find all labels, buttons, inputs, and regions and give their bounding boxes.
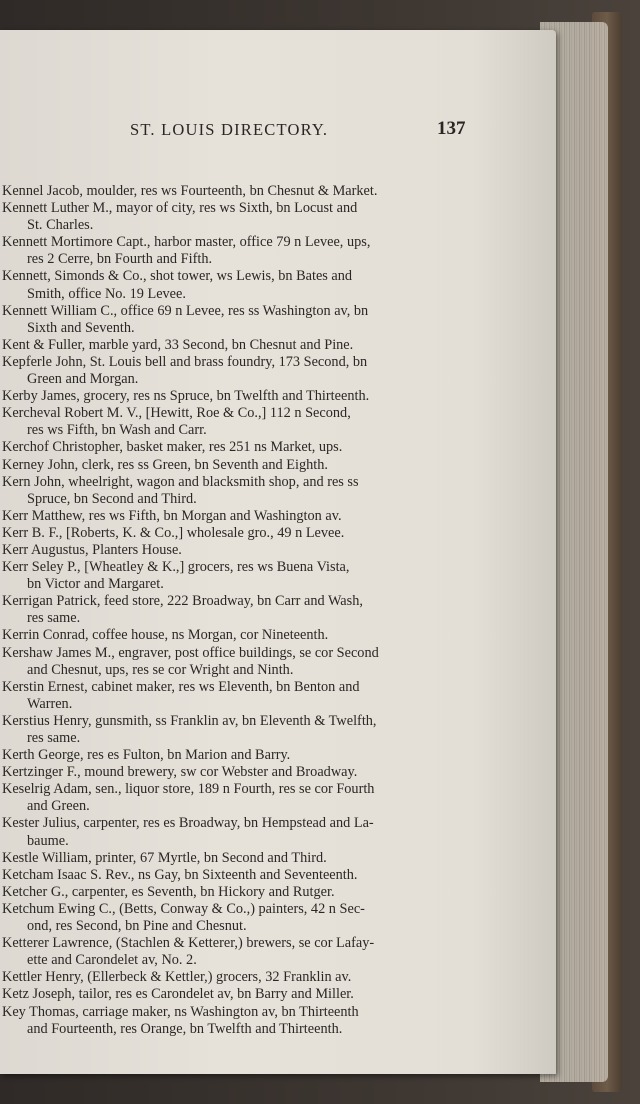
directory-entry <box>0 969 470 986</box>
directory-entry <box>0 439 470 456</box>
directory-entry <box>0 457 470 474</box>
directory-entry <box>0 986 470 1003</box>
directory-entry <box>0 268 470 302</box>
entry-continuation-line: ond, res Second, bn Pine and Chesnut. <box>27 918 247 935</box>
entry-line: Ketcher G., carpenter, es Seventh, bn Hickory and Rutger. <box>2 883 335 900</box>
entry-line: Kennel Jacob, moulder, res ws Fourteenth, bn Chesnut & Market. <box>2 183 378 199</box>
directory-entry <box>0 354 470 388</box>
page-header <box>0 118 556 148</box>
entry-continuation-line: St. Charles. <box>27 217 94 234</box>
entry-line: Kerr B. F., [Roberts, K. & Co.,] wholesale gro., 49 n Levee. <box>2 524 345 541</box>
entry-continuation-line: baume. <box>27 832 69 849</box>
entry-line: Kestle William, printer, 67 Myrtle, bn Second and Third. <box>2 849 327 866</box>
directory-entry <box>0 542 470 559</box>
entry-line: Kerr Seley P., [Wheatley & K.,] grocers, res ws Buena Vista, <box>2 559 350 576</box>
entry-line: Kerr Matthew, res ws Fifth, bn Morgan and Washington av. <box>2 507 342 524</box>
entry-continuation-line: res ws Fifth, bn Wash and Carr. <box>27 422 207 439</box>
entry-line: Kerr Augustus, Planters House. <box>2 541 182 558</box>
entry-line: Kettler Henry, (Ellerbeck & Kettler,) grocers, 32 Franklin av. <box>2 969 352 986</box>
entry-line: Kerstin Ernest, cabinet maker, res ws Eleventh, bn Benton and <box>2 678 360 695</box>
directory-entry <box>0 645 470 679</box>
entry-line: Kerrigan Patrick, feed store, 222 Broadway, bn Carr and Wash, <box>2 593 363 610</box>
directory-entry <box>0 200 470 234</box>
directory-entry <box>0 183 470 200</box>
entry-continuation-line: Smith, office No. 19 Levee. <box>27 285 186 302</box>
directory-entry <box>0 747 470 764</box>
entry-line: Kent & Fuller, marble yard, 33 Second, bn Chesnut and Pine. <box>2 336 354 353</box>
entry-line: Kerth George, res es Fulton, bn Marion and Barry. <box>2 747 291 764</box>
directory-entry <box>0 935 470 969</box>
entry-line: Kester Julius, carpenter, res es Broadway, bn Hempstead and La- <box>2 815 374 832</box>
directory-entry <box>0 679 470 713</box>
directory-entry <box>0 388 470 405</box>
entry-line: Kennett, Simonds & Co., shot tower, ws Lewis, bn Bates and <box>2 268 353 285</box>
entry-continuation-line: res same. <box>27 730 81 746</box>
entry-line: Kennett Mortimore Capt., harbor master, office 79 n Levee, ups, <box>2 234 371 251</box>
running-head: ST. LOUIS DIRECTORY. <box>130 120 329 139</box>
entry-continuation-line: and Chesnut, ups, res se cor Wright and Ninth. <box>27 661 294 678</box>
entry-line: Kercheval Robert M. V., [Hewitt, Roe & Co.,] 112 n Second, <box>2 405 351 422</box>
entry-line: Kerchof Christopher, basket maker, res 251 ns Market, ups. <box>2 439 343 456</box>
entry-line: Ketcham Isaac S. Rev., ns Gay, bn Sixteenth and Seventeenth. <box>2 866 358 883</box>
directory-entry <box>0 1004 470 1038</box>
directory-entry <box>0 593 470 627</box>
entry-line: Kennett William C., office 69 n Levee, res ss Washington av, bn <box>2 302 369 319</box>
entry-continuation-line: ette and Carondelet av, No. 2. <box>27 952 197 969</box>
entry-continuation-line: res 2 Cerre, bn Fourth and Fifth. <box>27 251 213 268</box>
entry-line: Keselrig Adam, sen., liquor store, 189 n Fourth, res se cor Fourth <box>2 781 375 798</box>
entry-line: Kerstius Henry, gunsmith, ss Franklin av, bn Eleventh & Twelfth, <box>2 712 377 729</box>
directory-page <box>0 30 556 1074</box>
entry-line: Key Thomas, carriage maker, ns Washington av, bn Thirteenth <box>2 1003 359 1020</box>
directory-entry <box>0 559 470 593</box>
directory-entry <box>0 815 470 849</box>
directory-entry <box>0 781 470 815</box>
entry-line: Ketchum Ewing C., (Betts, Conway & Co.,) painters, 42 n Sec- <box>2 900 365 917</box>
entry-line: Kepferle John, St. Louis bell and brass foundry, 173 Second, bn <box>2 353 368 370</box>
entry-continuation-line: and Fourteenth, res Orange, bn Twelfth and Thirteenth. <box>27 1020 343 1037</box>
entry-continuation-line: Warren. <box>27 695 73 712</box>
entry-continuation-line: Spruce, bn Second and Third. <box>27 490 197 507</box>
entry-line: Kennett Luther M., mayor of city, res ws Sixth, bn Locust and <box>2 200 358 217</box>
entry-line: Kerrin Conrad, coffee house, ns Morgan, cor Nineteenth. <box>2 627 329 644</box>
entry-continuation-line: Green and Morgan. <box>27 371 139 388</box>
page-number: 137 <box>437 118 466 139</box>
directory-entry <box>0 884 470 901</box>
directory-entry <box>0 901 470 935</box>
directory-entry <box>0 508 470 525</box>
directory-entry <box>0 850 470 867</box>
entry-continuation-line: Sixth and Seventh. <box>27 319 135 336</box>
entry-line: Ketterer Lawrence, (Stachlen & Ketterer,) brewers, se cor Lafay- <box>2 935 375 952</box>
directory-entries <box>0 183 470 1038</box>
directory-entry <box>0 234 470 268</box>
entry-line: Kertzinger F., mound brewery, sw cor Webster and Broadway. <box>2 764 358 781</box>
entry-continuation-line: bn Victor and Margaret. <box>27 576 164 593</box>
entry-continuation-line: res same. <box>27 610 81 627</box>
entry-line: Kerney John, clerk, res ss Green, bn Seventh and Eighth. <box>2 456 328 473</box>
directory-entry <box>0 303 470 337</box>
entry-line: Ketz Joseph, tailor, res es Carondelet av, bn Barry and Miller. <box>2 986 354 1003</box>
directory-entry <box>0 627 470 644</box>
directory-entry <box>0 405 470 439</box>
entry-line: Kerby James, grocery, res ns Spruce, bn Twelfth and Thirteenth. <box>2 388 370 405</box>
directory-entry <box>0 764 470 781</box>
directory-entry <box>0 867 470 884</box>
entry-continuation-line: and Green. <box>27 798 90 815</box>
entry-line: Kershaw James M., engraver, post office buildings, se cor Second <box>2 644 379 661</box>
entry-line: Kern John, wheelright, wagon and blacksmith shop, and res ss <box>2 473 359 490</box>
directory-entry <box>0 713 470 747</box>
directory-entry <box>0 474 470 508</box>
directory-entry <box>0 337 470 354</box>
directory-entry <box>0 525 470 542</box>
